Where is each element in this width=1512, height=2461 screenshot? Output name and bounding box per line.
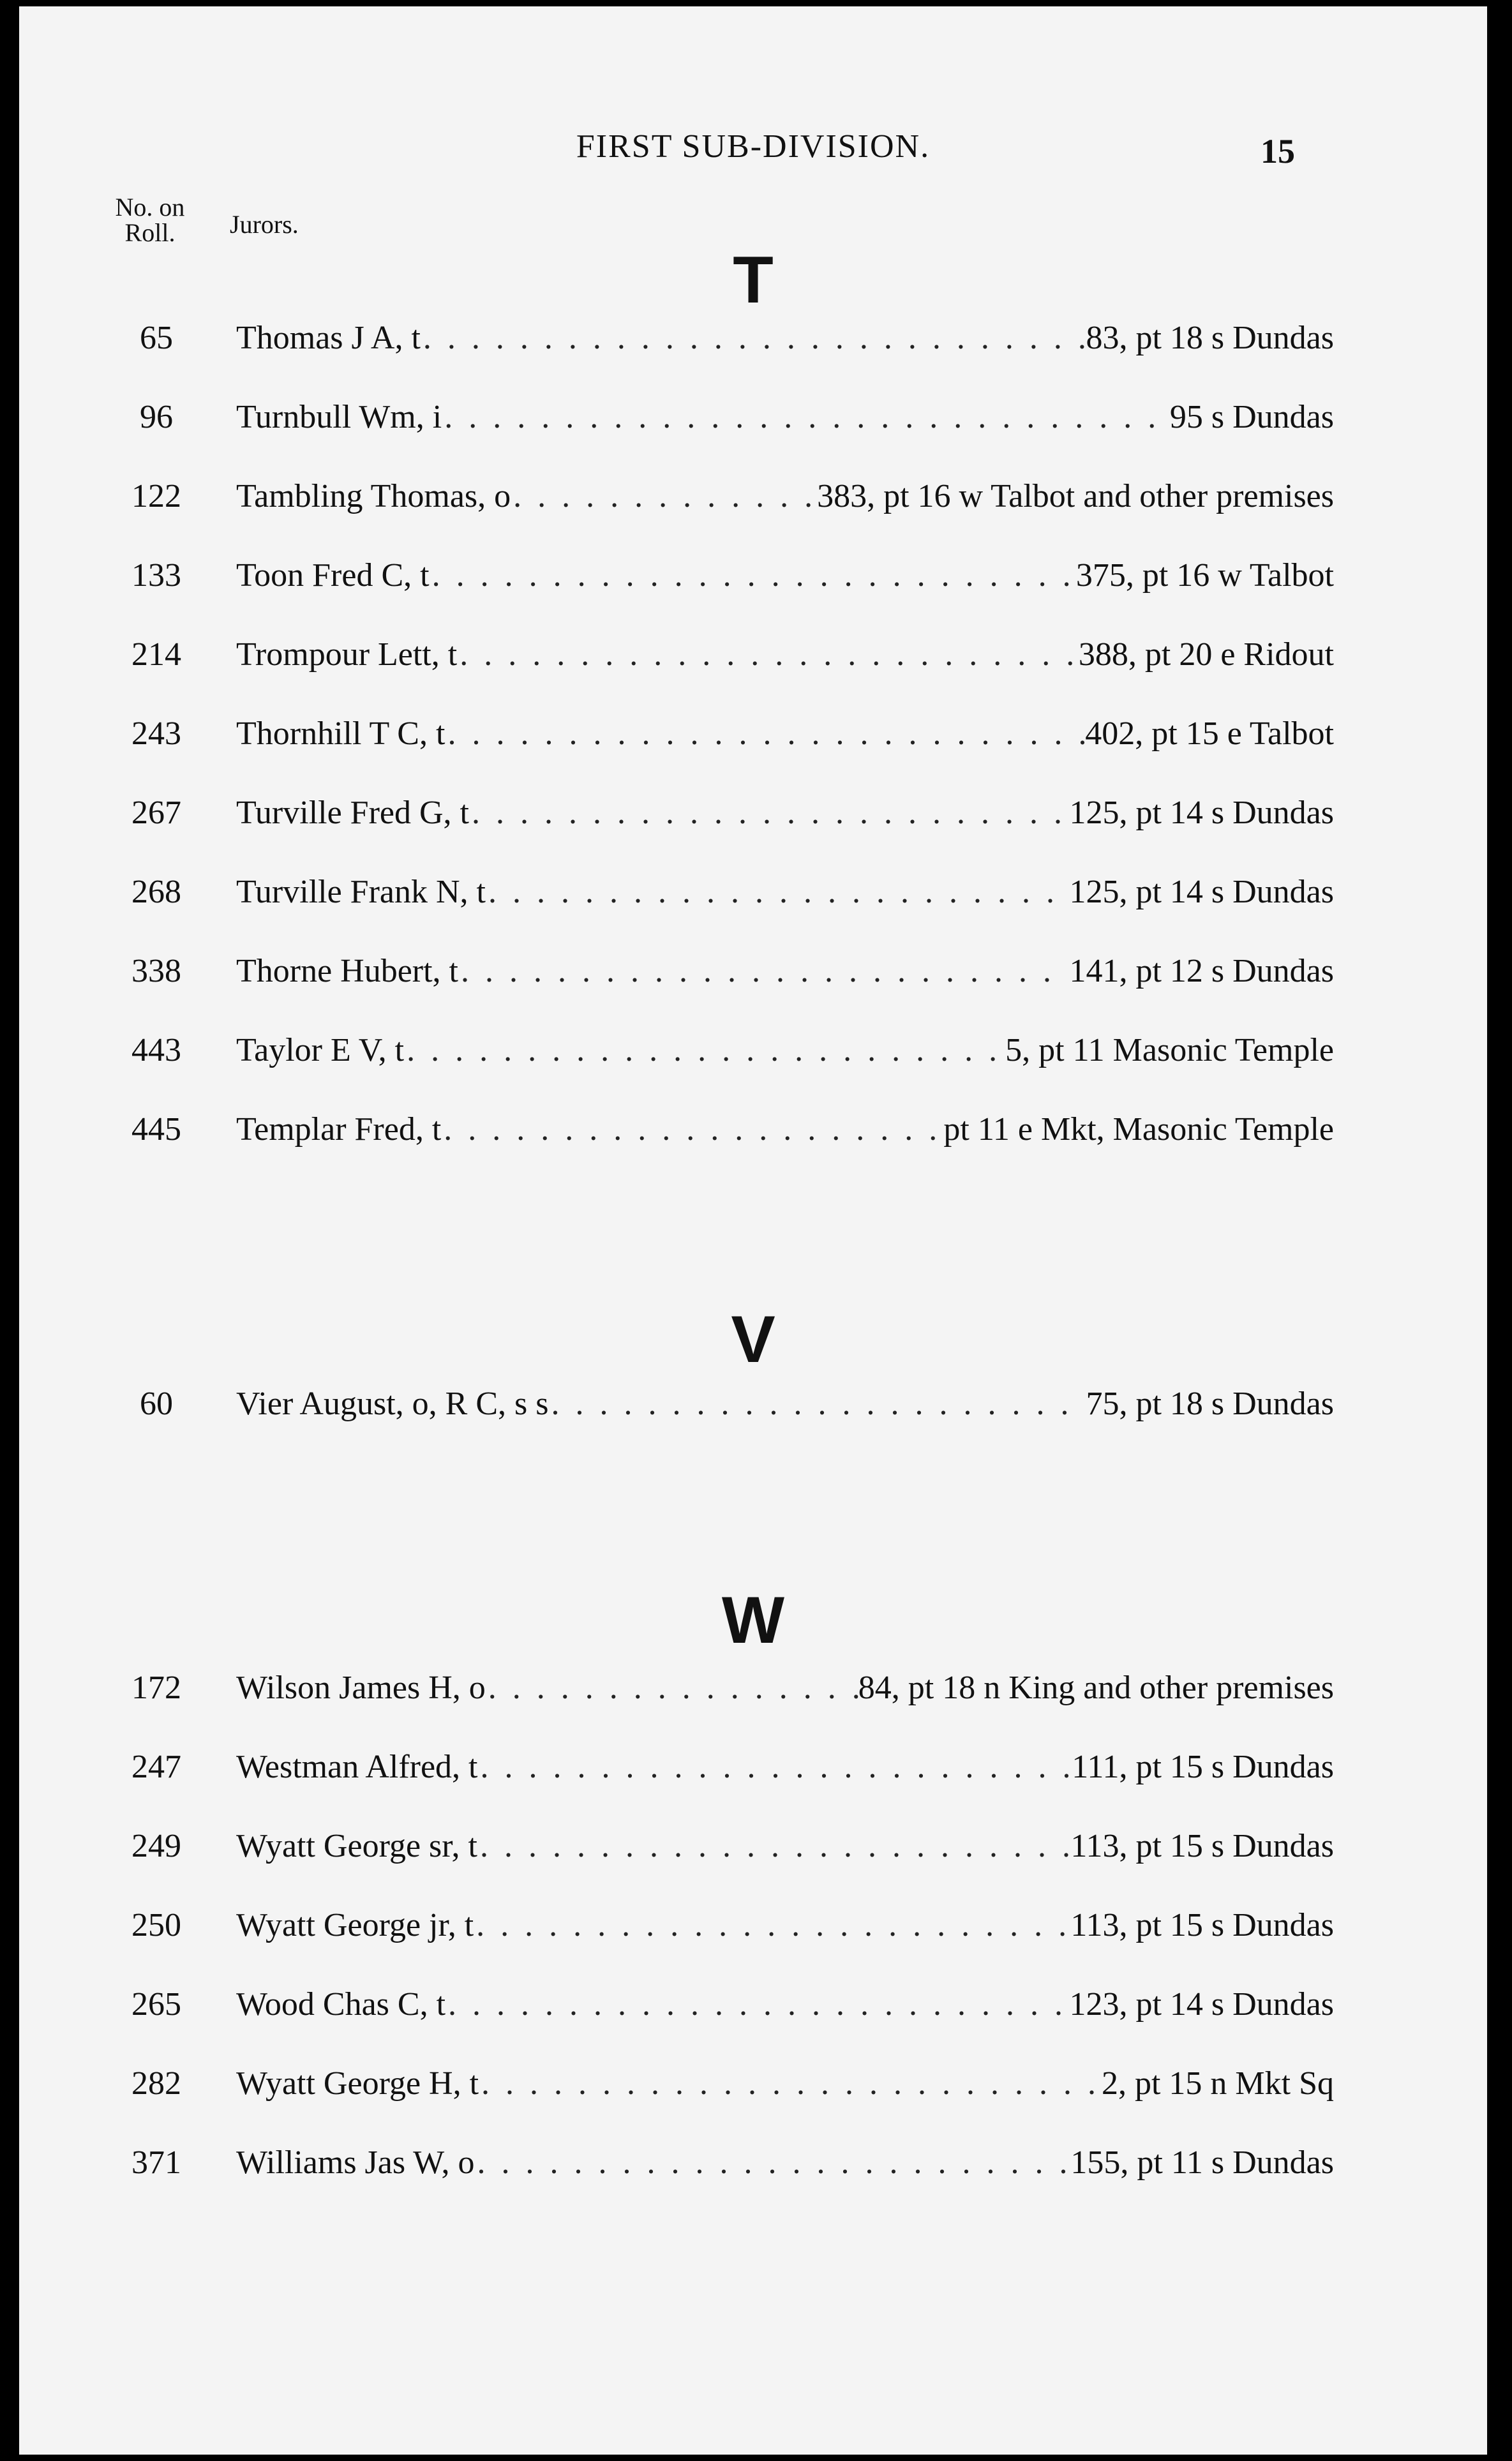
roll-number: 371 — [131, 2144, 181, 2181]
juror-name: Toon Fred C, t — [236, 557, 430, 594]
roll-number: 445 — [131, 1111, 181, 1148]
juror-entry — [236, 708, 1334, 759]
property-location: 75, pt 18 s Dundas — [1086, 1386, 1334, 1422]
juror-entry — [236, 629, 1334, 680]
juror-entry — [236, 2137, 1334, 2188]
property-location: 155, pt 11 s Dundas — [1070, 2144, 1334, 2181]
property-location: pt 11 e Mkt, Masonic Temple — [943, 1111, 1334, 1148]
juror-name: Vier August, o, R C, s s — [236, 1386, 549, 1422]
property-location: 388, pt 20 e Ridout — [1078, 636, 1334, 673]
roll-number: 60 — [140, 1386, 173, 1422]
dot-leader — [469, 788, 1069, 839]
dot-leader — [441, 1104, 943, 1155]
juror-name: Turville Fred G, t — [236, 795, 469, 831]
juror-entry — [236, 392, 1334, 443]
dot-leader — [430, 550, 1076, 601]
property-location: 111, pt 15 s Dundas — [1072, 1749, 1334, 1785]
juror-entry — [236, 788, 1334, 839]
juror-entry — [236, 867, 1334, 918]
running-head: FIRST SUB-DIVISION. — [576, 128, 931, 165]
roll-number: 96 — [140, 399, 173, 435]
property-location: 125, pt 14 s Dundas — [1069, 795, 1334, 831]
juror-name: Thorne Hubert, t — [236, 953, 459, 989]
dot-leader — [445, 1979, 1069, 2030]
dot-leader — [457, 629, 1079, 680]
juror-entry — [236, 1379, 1334, 1430]
juror-entry — [236, 1104, 1334, 1155]
juror-entry — [236, 1742, 1334, 1793]
column-header-roll-number — [96, 195, 204, 246]
juror-name: Turville Frank N, t — [236, 874, 486, 910]
juror-name: Wyatt George H, t — [236, 2065, 479, 2102]
juror-entry — [236, 471, 1334, 522]
section-letter-w: W — [721, 1583, 785, 1657]
section-letter-v: V — [731, 1303, 775, 1377]
juror-entry — [236, 1663, 1334, 1714]
juror-entry — [236, 1025, 1334, 1076]
roll-number: 443 — [131, 1032, 181, 1068]
dot-leader — [474, 2137, 1070, 2188]
roll-number: 214 — [131, 636, 181, 673]
column-header-roll-line1: No. on — [115, 193, 185, 221]
dot-leader — [486, 1663, 858, 1714]
roll-number: 65 — [140, 320, 173, 356]
juror-name: Trompour Lett, t — [236, 636, 458, 673]
property-location: 141, pt 12 s Dundas — [1069, 953, 1334, 989]
property-location: 5, pt 11 Masonic Temple — [1005, 1032, 1334, 1068]
dot-leader — [479, 2058, 1102, 2109]
dot-leader — [404, 1025, 1005, 1076]
dot-leader — [478, 1742, 1072, 1793]
property-location: 375, pt 16 w Talbot — [1075, 557, 1334, 594]
juror-name: Tambling Thomas, o — [236, 478, 511, 514]
juror-entry — [236, 946, 1334, 997]
juror-entry — [236, 1821, 1334, 1872]
juror-name: Thomas J A, t — [236, 320, 421, 356]
column-header-roll-line2: Roll. — [124, 218, 176, 247]
roll-number: 249 — [131, 1828, 181, 1864]
column-header-jurors: Jurors. — [230, 210, 299, 239]
property-location: 113, pt 15 s Dundas — [1070, 1828, 1334, 1864]
section-letter-t: T — [733, 243, 774, 317]
juror-name: Williams Jas W, o — [236, 2144, 475, 2181]
dot-leader — [477, 1821, 1070, 1872]
dot-leader — [442, 392, 1170, 443]
document-page — [19, 6, 1487, 2455]
juror-entry — [236, 550, 1334, 601]
juror-name: Wyatt George sr, t — [236, 1828, 477, 1864]
juror-entry — [236, 1900, 1334, 1951]
juror-name: Westman Alfred, t — [236, 1749, 478, 1785]
dot-leader — [511, 471, 817, 522]
roll-number: 250 — [131, 1907, 181, 1943]
property-location: 2, pt 15 n Mkt Sq — [1101, 2065, 1334, 2102]
property-location: 113, pt 15 s Dundas — [1070, 1907, 1334, 1943]
page-number: 15 — [1261, 132, 1295, 170]
property-location: 402, pt 15 e Talbot — [1085, 715, 1334, 752]
property-location: 123, pt 14 s Dundas — [1069, 1986, 1334, 2023]
juror-name: Taylor E V, t — [236, 1032, 405, 1068]
dot-leader — [445, 708, 1085, 759]
property-location: 95 s Dundas — [1169, 399, 1334, 435]
property-location: 383, pt 16 w Talbot and other premises — [817, 478, 1334, 514]
roll-number: 338 — [131, 953, 181, 989]
property-location: 125, pt 14 s Dundas — [1069, 874, 1334, 910]
roll-number: 268 — [131, 874, 181, 910]
roll-number: 265 — [131, 1986, 181, 2023]
juror-name: Turnbull Wm, i — [236, 399, 442, 435]
juror-name: Thornhill T C, t — [236, 715, 445, 752]
juror-entry — [236, 1979, 1334, 2030]
dot-leader — [474, 1900, 1070, 1951]
roll-number: 122 — [131, 478, 181, 514]
roll-number: 243 — [131, 715, 181, 752]
juror-entry — [236, 2058, 1334, 2109]
juror-name: Wyatt George jr, t — [236, 1907, 474, 1943]
dot-leader — [548, 1379, 1086, 1430]
juror-entry — [236, 313, 1334, 364]
juror-name: Templar Fred, t — [236, 1111, 442, 1148]
dot-leader — [486, 867, 1069, 918]
roll-number: 247 — [131, 1749, 181, 1785]
property-location: 84, pt 18 n King and other premises — [858, 1670, 1334, 1706]
roll-number: 282 — [131, 2065, 181, 2102]
roll-number: 133 — [131, 557, 181, 594]
juror-name: Wilson James H, o — [236, 1670, 486, 1706]
property-location: 83, pt 18 s Dundas — [1086, 320, 1334, 356]
roll-number: 172 — [131, 1670, 181, 1706]
roll-number: 267 — [131, 795, 181, 831]
juror-name: Wood Chas C, t — [236, 1986, 446, 2023]
dot-leader — [421, 313, 1086, 364]
dot-leader — [458, 946, 1069, 997]
